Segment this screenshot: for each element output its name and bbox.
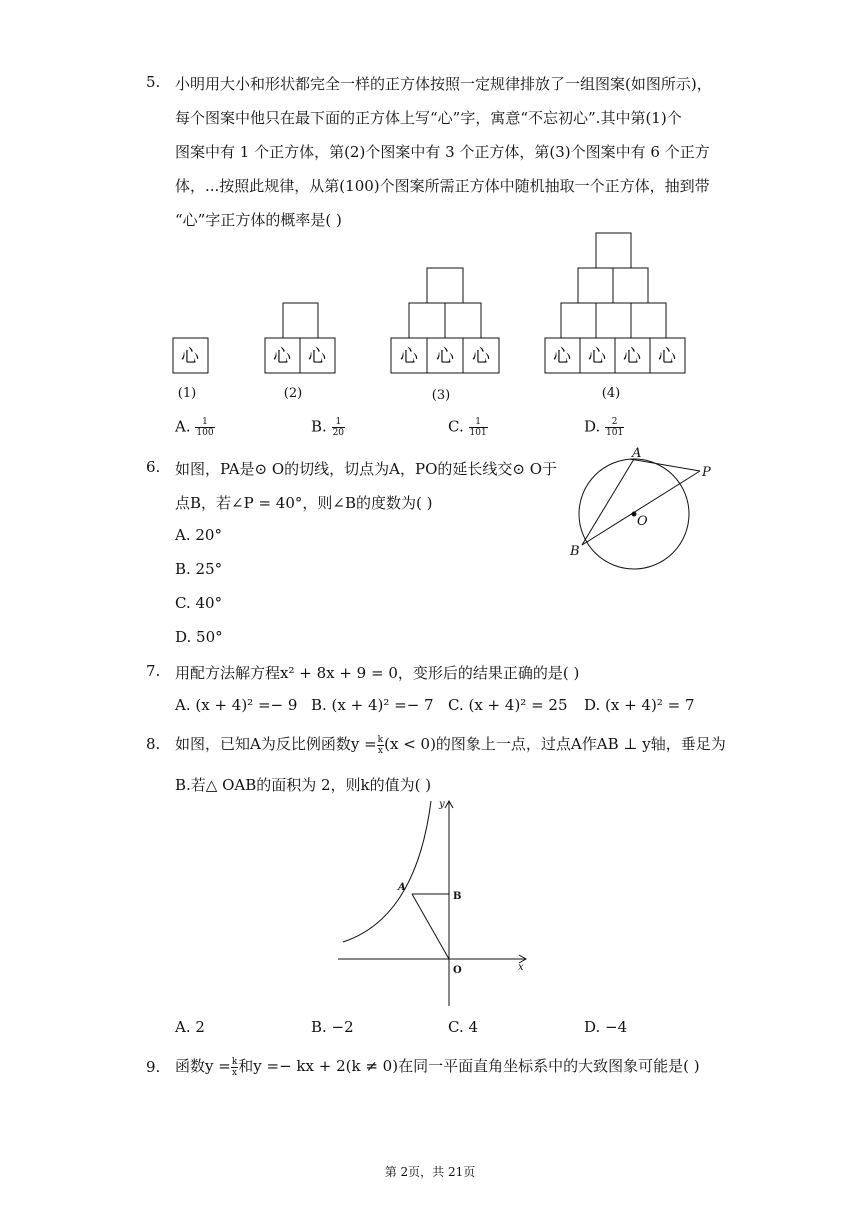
q7-option-a[interactable]: A. (x + 4)² =− 9 — [175, 696, 298, 714]
point-label-a: A — [632, 446, 642, 461]
q5-cube-figure — [165, 228, 695, 408]
fraction: $\frac{k}{x}$ — [231, 1056, 238, 1078]
fraction: $\frac{1}{101}$ — [469, 417, 487, 438]
q6-text-line-2: 点B，若∠P = 40°，则∠B的度数为( ) — [175, 494, 433, 512]
q7-option-b[interactable]: B. (x + 4)² =− 7 — [311, 696, 434, 714]
q7-option-c[interactable]: C. (x + 4)² = 25 — [448, 696, 568, 714]
fraction: $\frac{k}{x}$ — [377, 734, 384, 756]
fraction: $\frac{1}{20}$ — [332, 417, 345, 438]
fraction: $\frac{1}{100}$ — [196, 417, 214, 438]
q5-text-line-5: “心”字正方体的概率是( ) — [175, 211, 342, 229]
q5-text-line-4: 体，...按照此规律，从第(100)个图案所需正方体中随机抽取一个正方体，抽到带 — [175, 177, 710, 195]
q6-option-a[interactable]: A. 20° — [175, 526, 222, 544]
point-label-p: P — [702, 465, 711, 480]
cube-char: 心 — [588, 346, 606, 367]
q9-number: 9. — [146, 1058, 161, 1076]
point-label-b: B — [453, 891, 462, 902]
q8-hyperbola-diagram — [330, 798, 535, 1010]
cube-char: 心 — [623, 346, 641, 367]
q8-text-line-2: B.若△ OAB的面积为 2，则k的值为( ) — [175, 776, 432, 794]
q5-option-c[interactable]: C. $\frac{1}{101}$ — [448, 417, 487, 438]
q5-text-line-2: 每个图案中他只在最下面的正方体上写“心”字，寓意“不忘初心”.其中第(1)个 — [175, 109, 682, 127]
figure-label: (2) — [283, 386, 303, 401]
point-label-b: B — [570, 544, 580, 559]
point-label-o: O — [453, 965, 462, 976]
q5-number: 5. — [146, 73, 161, 91]
q5-option-b[interactable]: B. $\frac{1}{20}$ — [311, 417, 345, 438]
axis-label-y: y — [439, 799, 445, 810]
point-label-a: A — [398, 882, 406, 893]
cube-char: 心 — [400, 346, 418, 367]
q5-option-a[interactable]: A. $\frac{1}{100}$ — [175, 417, 214, 438]
q7-option-d[interactable]: D. (x + 4)² = 7 — [584, 696, 695, 714]
q7-text-line-1: 用配方法解方程x² + 8x + 9 = 0，变形后的结果正确的是( ) — [175, 664, 580, 682]
cube-char: 心 — [181, 346, 199, 367]
q5-text-line-1: 小明用大小和形状都完全一样的正方体按照一定规律排放了一组图案(如图所示)， — [175, 75, 712, 93]
q9-text-line-1: 函数y = $\frac{k}{x}$ 和y =− kx + 2(k ≠ 0)在同一平面直角坐标系中的大致图象可能是( ) — [175, 1056, 700, 1078]
figure-label: (4) — [601, 386, 621, 401]
point-label-o: O — [637, 514, 648, 529]
q6-option-c[interactable]: C. 40° — [175, 594, 223, 612]
q6-circle-diagram — [560, 442, 720, 572]
q6-number: 6. — [146, 458, 161, 476]
cube-char: 心 — [553, 346, 571, 367]
cube-char: 心 — [436, 346, 454, 367]
q8-number: 8. — [146, 735, 161, 753]
q5-text-line-3: 图案中有 1 个正方体，第(2)个图案中有 3 个正方体，第(3)个图案中有 6 个正方 — [175, 143, 710, 161]
q5-option-d[interactable]: D. $\frac{2}{101}$ — [584, 417, 624, 438]
q6-text-line-1: 如图，PA是⊙ O的切线，切点为A，PO的延长线交⊙ O于 — [175, 460, 558, 478]
q8-option-b[interactable]: B. −2 — [311, 1018, 354, 1036]
cube-char: 心 — [472, 346, 490, 367]
page-footer: 第 2页，共 21页 — [384, 1165, 476, 1179]
q8-option-c[interactable]: C. 4 — [448, 1018, 479, 1036]
q7-number: 7. — [146, 662, 161, 680]
q8-option-d[interactable]: D. −4 — [584, 1018, 628, 1036]
cube-char: 心 — [273, 346, 291, 367]
q8-text-line-1: 如图，已知A为反比例函数y = $\frac{k}{x}$ (x < 0)的图象上一点，过点A作AB ⊥ y轴，垂足为 — [175, 734, 726, 756]
axis-label-x: x — [518, 962, 524, 973]
q6-option-d[interactable]: D. 50° — [175, 628, 223, 646]
q6-option-b[interactable]: B. 25° — [175, 560, 223, 578]
fraction: $\frac{2}{101}$ — [606, 417, 624, 438]
cube-char: 心 — [308, 346, 326, 367]
figure-label: (1) — [177, 386, 197, 401]
figure-label: (3) — [431, 388, 451, 403]
q8-option-a[interactable]: A. 2 — [175, 1018, 205, 1036]
cube-char: 心 — [658, 346, 676, 367]
